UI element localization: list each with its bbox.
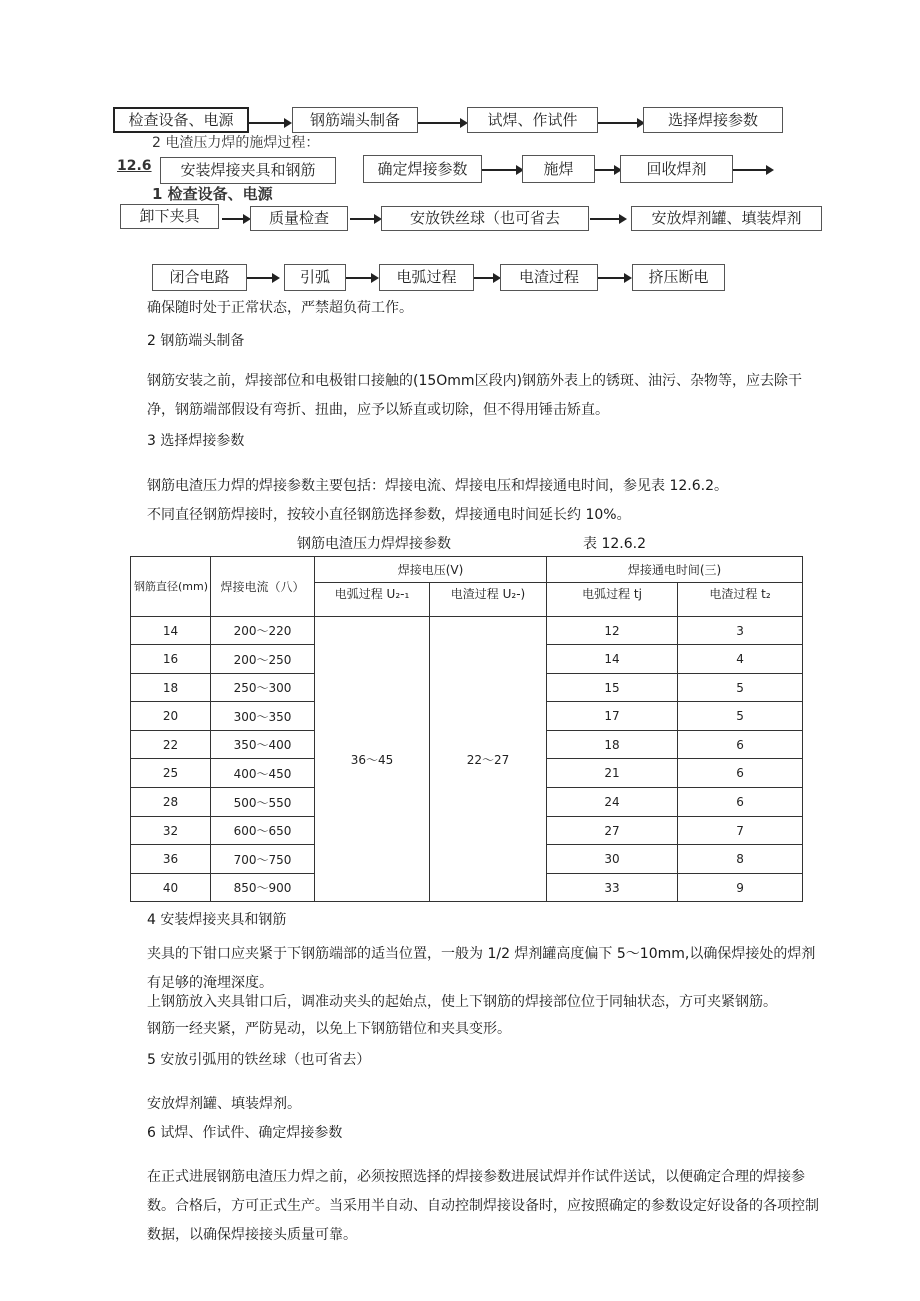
cell-diameter: 40 (131, 874, 211, 902)
paragraph: 不同直径钢筋焊接时，按较小直径钢筋选择参数，焊接通电时间延长约 10%。 (147, 507, 631, 523)
flow-box-place-flux-tank: 安放焊剂罐、填装焊剂 (631, 206, 822, 231)
flow-arrow (590, 218, 620, 220)
header-voltage: 焊接电压(V) (315, 557, 547, 583)
cell-current: 200～250 (211, 645, 315, 674)
flow-box-welding: 施焊 (522, 155, 595, 183)
flow-box-rebar-end-prep: 钢筋端头制备 (292, 107, 418, 133)
header-time: 焊接通电时间(三) (547, 557, 803, 583)
header-diameter: 钢筋直径(mm) (131, 557, 211, 617)
cell-diameter: 18 (131, 674, 211, 702)
flow-arrow (249, 122, 285, 124)
flow-arrow (474, 277, 494, 279)
header-current: 焊接电流（八） (211, 557, 315, 617)
cell-diameter: 32 (131, 817, 211, 845)
flow-box-select-params: 选择焊接参数 (643, 107, 783, 133)
step1-overlay: 1 检查设备、电源 (152, 185, 273, 203)
flow-box-install-clamp: 安装焊接夹具和钢筋 (160, 157, 336, 184)
cell-slag-time: 6 (678, 759, 803, 788)
cell-diameter: 28 (131, 788, 211, 817)
cell-diameter: 16 (131, 645, 211, 674)
section-heading: 3 选择焊接参数 (147, 433, 245, 449)
cell-current: 250～300 (211, 674, 315, 702)
cell-arc-time: 15 (547, 674, 678, 702)
cell-slag-time: 4 (678, 645, 803, 674)
paragraph: 安放焊剂罐、填装焊剂。 (147, 1096, 301, 1112)
paragraph: 钢筋安装之前，焊接部位和电极钳口接触的(15Omm区段内)钢筋外表上的锈斑、油污、杂物等，应去除干净，钢筋端部假设有弯折、扭曲，应予以矫直或切除，但不得用锤击矫直。 (147, 373, 803, 418)
cell-slag-voltage: 22～27 (430, 617, 547, 902)
cell-diameter: 22 (131, 731, 211, 759)
cell-current: 200～220 (211, 617, 315, 645)
flow-arrow (247, 277, 273, 279)
section-heading: 6 试焊、作试件、确定焊接参数 (147, 1125, 343, 1141)
flow-box-check-equipment: 检查设备、电源 (113, 107, 249, 133)
flow-arrow (595, 169, 615, 171)
paragraph: 在正式进展钢筋电渣压力焊之前，必须按照选择的焊接参数进展试焊并作试件送试，以便确定合理的焊接参数。合格后，方可正式生产。当采用半自动、自动控制焊接设备时，应按照确定的参数设定好设备的各项控制数据，以确保焊接接头质量可靠。 (147, 1169, 819, 1243)
cell-current: 500～550 (211, 788, 315, 817)
section-number-overlay: 12.6 (117, 158, 152, 174)
cell-slag-time: 6 (678, 788, 803, 817)
flow-arrow (222, 218, 244, 220)
flow-box-press-cut-power: 挤压断电 (632, 264, 725, 291)
cell-slag-time: 5 (678, 674, 803, 702)
cell-arc-voltage: 36～45 (315, 617, 430, 902)
cell-arc-time: 24 (547, 788, 678, 817)
flow-box-close-circuit: 闭合电路 (152, 264, 247, 291)
cell-arc-time: 14 (547, 645, 678, 674)
paragraph: 上钢筋放入夹具钳口后，调准动夹头的起始点，使上下钢筋的焊接部位位于同轴状态，方可夹紧钢筋。 (147, 994, 777, 1010)
cell-arc-time: 33 (547, 874, 678, 902)
flow-box-remove-clamp: 卸下夹具 (120, 204, 219, 229)
cell-current: 350～400 (211, 731, 315, 759)
table-title: 钢筋电渣压力焊焊接参数 (297, 536, 451, 552)
section-heading: 2 钢筋端头制备 (147, 333, 245, 349)
table-row (131, 617, 803, 645)
flow-box-recover-flux: 回收焊剂 (620, 155, 733, 183)
cell-diameter: 36 (131, 845, 211, 874)
flow-box-confirm-params: 确定焊接参数 (363, 155, 482, 183)
paragraph: 夹具的下钳口应夹紧于下钢筋端部的适当位置，一般为 1/2 焊剂罐高度偏下 5～10mm,以确保焊接处的焊剂有足够的淹埋深度。 (147, 946, 816, 991)
cell-current: 300～350 (211, 702, 315, 731)
flow-arrow (350, 218, 375, 220)
cell-current: 400～450 (211, 759, 315, 788)
flow-box-place-wire-ball: 安放铁丝球（也可省去 (381, 206, 589, 231)
cell-current: 700～750 (211, 845, 315, 874)
header-slag-voltage: 电渣过程 U₂-) (430, 583, 547, 617)
cell-arc-time: 18 (547, 731, 678, 759)
table-number: 表 12.6.2 (583, 536, 646, 552)
header-arc-time: 电弧过程 tj (547, 583, 678, 617)
cell-slag-time: 7 (678, 817, 803, 845)
paragraph: 钢筋电渣压力焊的焊接参数主要包括：焊接电流、焊接电压和焊接通电时间，参见表 12.6.2。 (147, 478, 728, 494)
flow-box-trial-weld: 试焊、作试件 (467, 107, 598, 133)
section-heading: 5 安放引弧用的铁丝球（也可省去） (147, 1052, 371, 1068)
flow-box-quality-check: 质量检查 (250, 206, 348, 231)
section-heading: 4 安装焊接夹具和钢筋 (147, 912, 287, 928)
cell-arc-time: 21 (547, 759, 678, 788)
cell-arc-time: 30 (547, 845, 678, 874)
flow-box-strike-arc: 引弧 (284, 264, 346, 291)
cell-current: 850～900 (211, 874, 315, 902)
cell-arc-time: 17 (547, 702, 678, 731)
header-arc-voltage: 电弧过程 U₂-₁ (315, 583, 430, 617)
cell-slag-time: 6 (678, 731, 803, 759)
flow-arrow (482, 169, 517, 171)
cell-slag-time: 5 (678, 702, 803, 731)
flow-box-slag-process: 电渣过程 (500, 264, 598, 291)
flow-arrow (733, 169, 767, 171)
paragraph: 确保随时处于正常状态，严禁超负荷工作。 (147, 300, 413, 316)
cell-slag-time: 9 (678, 874, 803, 902)
cell-arc-time: 12 (547, 617, 678, 645)
cell-current: 600～650 (211, 817, 315, 845)
cell-diameter: 25 (131, 759, 211, 788)
header-slag-time: 电渣过程 t₂ (678, 583, 803, 617)
paragraph: 钢筋一经夹紧，严防晃动，以免上下钢筋错位和夹具变形。 (147, 1021, 511, 1037)
flow-arrow (346, 277, 372, 279)
flow-arrow (418, 122, 461, 124)
cell-slag-time: 8 (678, 845, 803, 874)
cell-diameter: 20 (131, 702, 211, 731)
cell-diameter: 14 (131, 617, 211, 645)
welding-parameter-table (130, 556, 803, 902)
cell-arc-time: 27 (547, 817, 678, 845)
flow-box-arc-process: 电弧过程 (379, 264, 474, 291)
flow-heading-overlay: 2 电渣压力焊的施焊过程： (152, 135, 320, 151)
cell-slag-time: 3 (678, 617, 803, 645)
flow-arrow (598, 122, 638, 124)
flow-arrow (598, 277, 625, 279)
